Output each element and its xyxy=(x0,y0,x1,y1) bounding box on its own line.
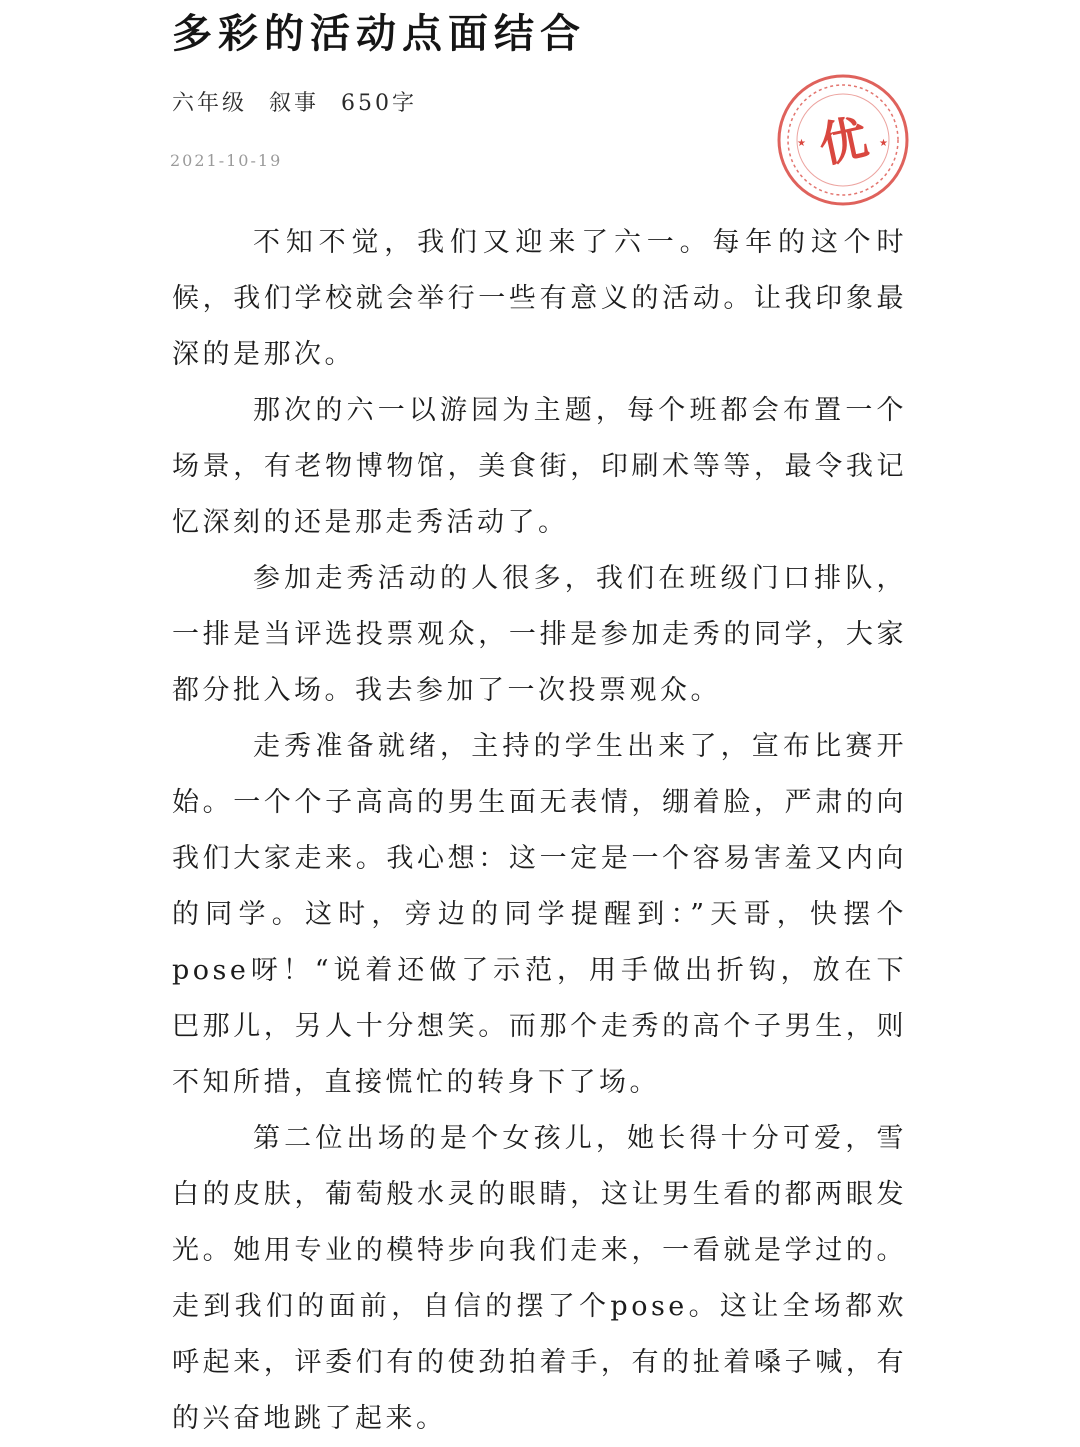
svg-text:★: ★ xyxy=(879,138,888,149)
essay-date: 2021-10-19 xyxy=(170,151,283,170)
paragraph-1: 不知不觉，我们又迎来了六一。每年的这个时候，我们学校就会举行一些有意义的活动。让我印象最深的是那次。 xyxy=(172,227,907,370)
word-count-label: 650字 xyxy=(341,91,418,116)
essay-title: 多彩的活动点面结合 xyxy=(172,10,586,57)
paragraph-4: 走秀准备就绪，主持的学生出来了，宣布比赛开始。一个个子高高的男生面无表情，绷着脸，严肃的向我们大家走来。我心想：这一定是一个容易害羞又内向的同学。这时，旁边的同学提醒到：”天哥，快摆个pose呀！“说着还做了示范，用手做出折钩，放在下巴那儿，另人十分想笑。而那个走秀的高个子男生，则不知所措，直接慌忙的转身下了场。 xyxy=(172,731,907,1098)
grade-stamp-icon xyxy=(775,72,911,208)
genre-label: 叙事 xyxy=(269,91,320,116)
essay-meta xyxy=(172,86,417,122)
paragraph-5: 第二位出场的是个女孩儿，她长得十分可爱，雪白的皮肤，葡萄般水灵的眼睛，这让男生看的都两眼发光。她用专业的模特步向我们走来，一看就是学过的。走到我们的面前，自信的摆了个pose。这让全场都欢呼起来，评委们有的使劲拍着手，有的扯着嗓子喊，有的兴奋地跳了起来。 xyxy=(172,1123,907,1434)
paragraph-2: 那次的六一以游园为主题，每个班都会布置一个场景，有老物博物馆，美食街，印刷术等等，最令我记忆深刻的还是那走秀活动了。 xyxy=(172,395,907,538)
essay-body xyxy=(172,215,907,1447)
paragraph-3: 参加走秀活动的人很多，我们在班级门口排队，一排是当评选投票观众，一排是参加走秀的同学，大家都分批入场。我去参加了一次投票观众。 xyxy=(172,563,907,706)
grade-label: 六年级 xyxy=(172,91,248,116)
svg-text:★: ★ xyxy=(797,138,806,149)
stamp-text: 优 xyxy=(814,109,873,175)
